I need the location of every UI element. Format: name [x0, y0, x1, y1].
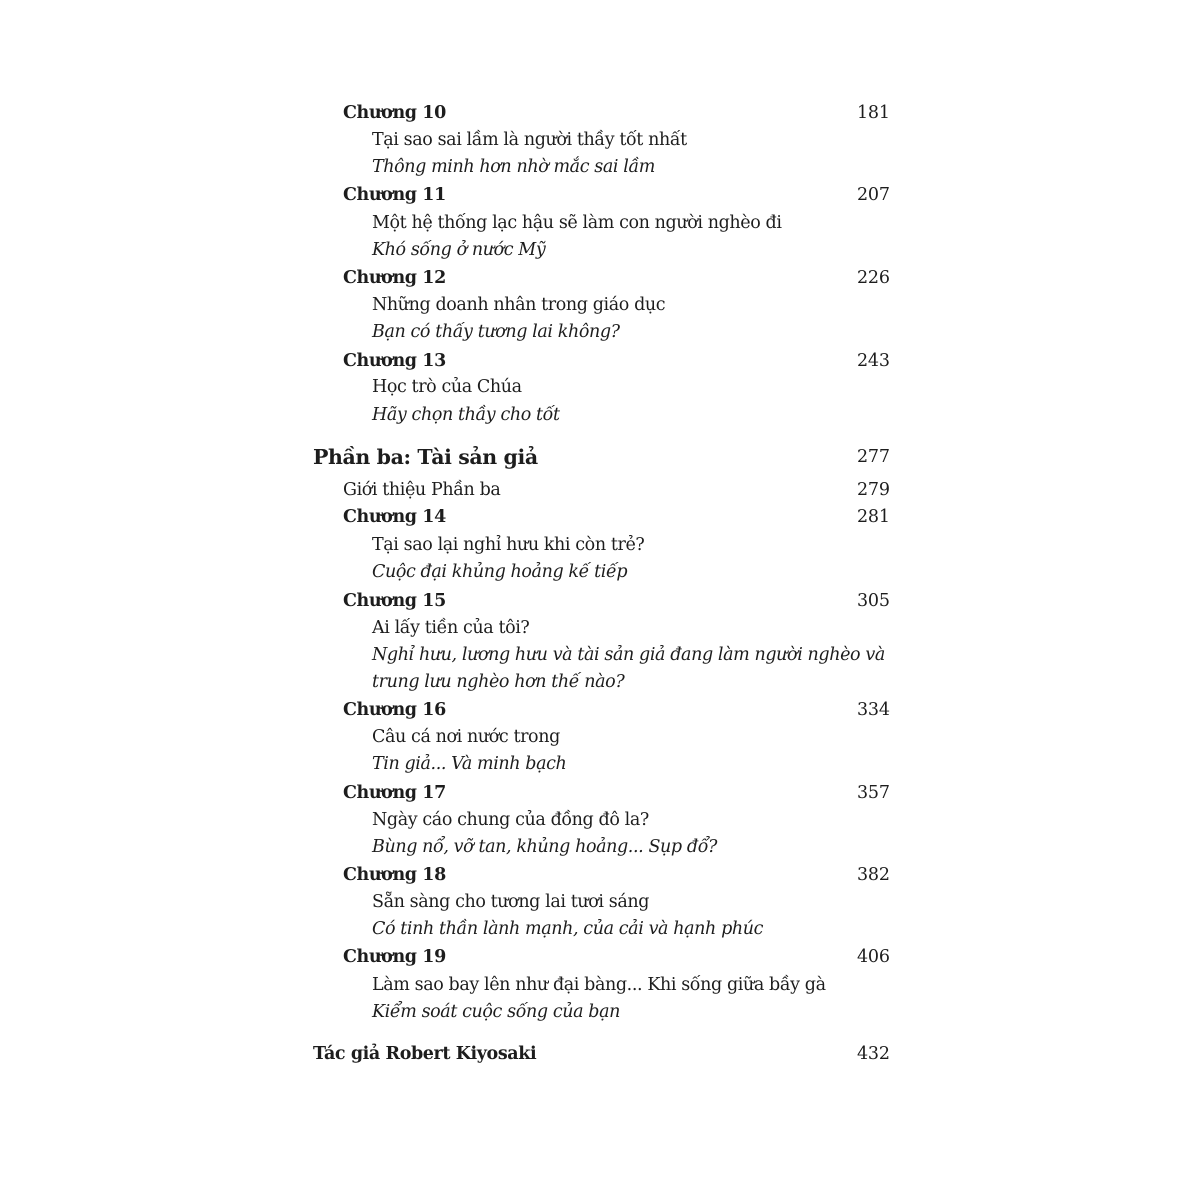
page-number: 279 — [857, 480, 890, 500]
toc-entry-chapter-11 — [0, 182, 1200, 209]
chapter-subtitle: Có tinh thần lành mạnh, của cải và hạnh phúc — [372, 919, 764, 939]
chapter-title: Ai lấy tiền của tôi? — [372, 618, 530, 638]
toc-entry-chapter-14 — [0, 504, 1200, 531]
chapter-label: Chương 15 — [343, 591, 446, 611]
chapter-subtitle: Tin giả... Và minh bạch — [372, 754, 567, 774]
page-number: 382 — [857, 865, 890, 885]
page-number: 357 — [857, 783, 890, 803]
chapter-title: Ngày cáo chung của đồng đô la? — [372, 810, 649, 830]
chapter-label: Chương 14 — [343, 507, 446, 527]
page-number: 277 — [857, 447, 890, 467]
toc-entry-chapter-17 — [0, 780, 1200, 807]
chapter-subtitle: Khó sống ở nước Mỹ — [372, 240, 546, 260]
chapter-title: Học trò của Chúa — [372, 377, 522, 397]
chapter-title: Làm sao bay lên như đại bàng... Khi sống giữa bầy gà — [372, 975, 826, 995]
chapter-label: Chương 16 — [343, 700, 446, 720]
chapter-subtitle: Kiểm soát cuộc sống của bạn — [372, 1002, 621, 1022]
toc-entry-chapter-12 — [0, 265, 1200, 292]
chapter-subtitle: Bùng nổ, vỡ tan, khủng hoảng... Sụp đổ? — [372, 837, 717, 857]
chapter-title: Tại sao sai lầm là người thầy tốt nhất — [372, 130, 687, 150]
chapter-subtitle: Bạn có thấy tương lai không? — [372, 322, 620, 342]
chapter-subtitle-continued: trung lưu nghèo hơn thế nào? — [372, 672, 625, 692]
chapter-label: Chương 17 — [343, 783, 446, 803]
page-number: 432 — [857, 1044, 890, 1064]
toc-entry-author — [0, 1041, 1200, 1068]
toc-entry-chapter-18 — [0, 862, 1200, 889]
toc-entry-chapter-15 — [0, 588, 1200, 615]
page-number: 181 — [857, 103, 890, 123]
chapter-label: Chương 10 — [343, 103, 446, 123]
toc-entry-part-3 — [0, 444, 1200, 471]
page-number: 226 — [857, 268, 890, 288]
chapter-label: Chương 11 — [343, 185, 446, 205]
chapter-title: Những doanh nhân trong giáo dục — [372, 295, 666, 315]
page-number: 334 — [857, 700, 890, 720]
chapter-subtitle: Thông minh hơn nhờ mắc sai lầm — [372, 157, 655, 177]
chapter-label: Chương 13 — [343, 351, 446, 371]
toc-entry-chapter-10 — [0, 100, 1200, 127]
page-number: 207 — [857, 185, 890, 205]
toc-entry-chapter-13 — [0, 348, 1200, 375]
chapter-label: Chương 12 — [343, 268, 446, 288]
chapter-subtitle: Cuộc đại khủng hoảng kế tiếp — [372, 562, 628, 582]
part-heading: Phần ba: Tài sản giả — [313, 445, 538, 469]
page-number: 406 — [857, 947, 890, 967]
chapter-subtitle: Hãy chọn thầy cho tốt — [372, 405, 560, 425]
chapter-label: Chương 18 — [343, 865, 446, 885]
chapter-subtitle: Nghỉ hưu, lương hưu và tài sản giả đang làm người nghèo và — [372, 645, 885, 665]
chapter-label: Chương 19 — [343, 947, 446, 967]
toc-entry-chapter-19 — [0, 944, 1200, 971]
intro-label: Giới thiệu Phần ba — [343, 480, 501, 500]
page-number: 305 — [857, 591, 890, 611]
toc-entry-part-3-intro — [0, 477, 1200, 504]
chapter-title: Câu cá nơi nước trong — [372, 727, 560, 747]
chapter-title: Một hệ thống lạc hậu sẽ làm con người nghèo đi — [372, 213, 782, 233]
toc-entry-chapter-16 — [0, 697, 1200, 724]
page-number: 281 — [857, 507, 890, 527]
author-label: Tác giả Robert Kiyosaki — [313, 1044, 537, 1064]
page-number: 243 — [857, 351, 890, 371]
chapter-title: Sẵn sàng cho tương lai tươi sáng — [372, 892, 650, 912]
chapter-title: Tại sao lại nghỉ hưu khi còn trẻ? — [372, 535, 645, 555]
